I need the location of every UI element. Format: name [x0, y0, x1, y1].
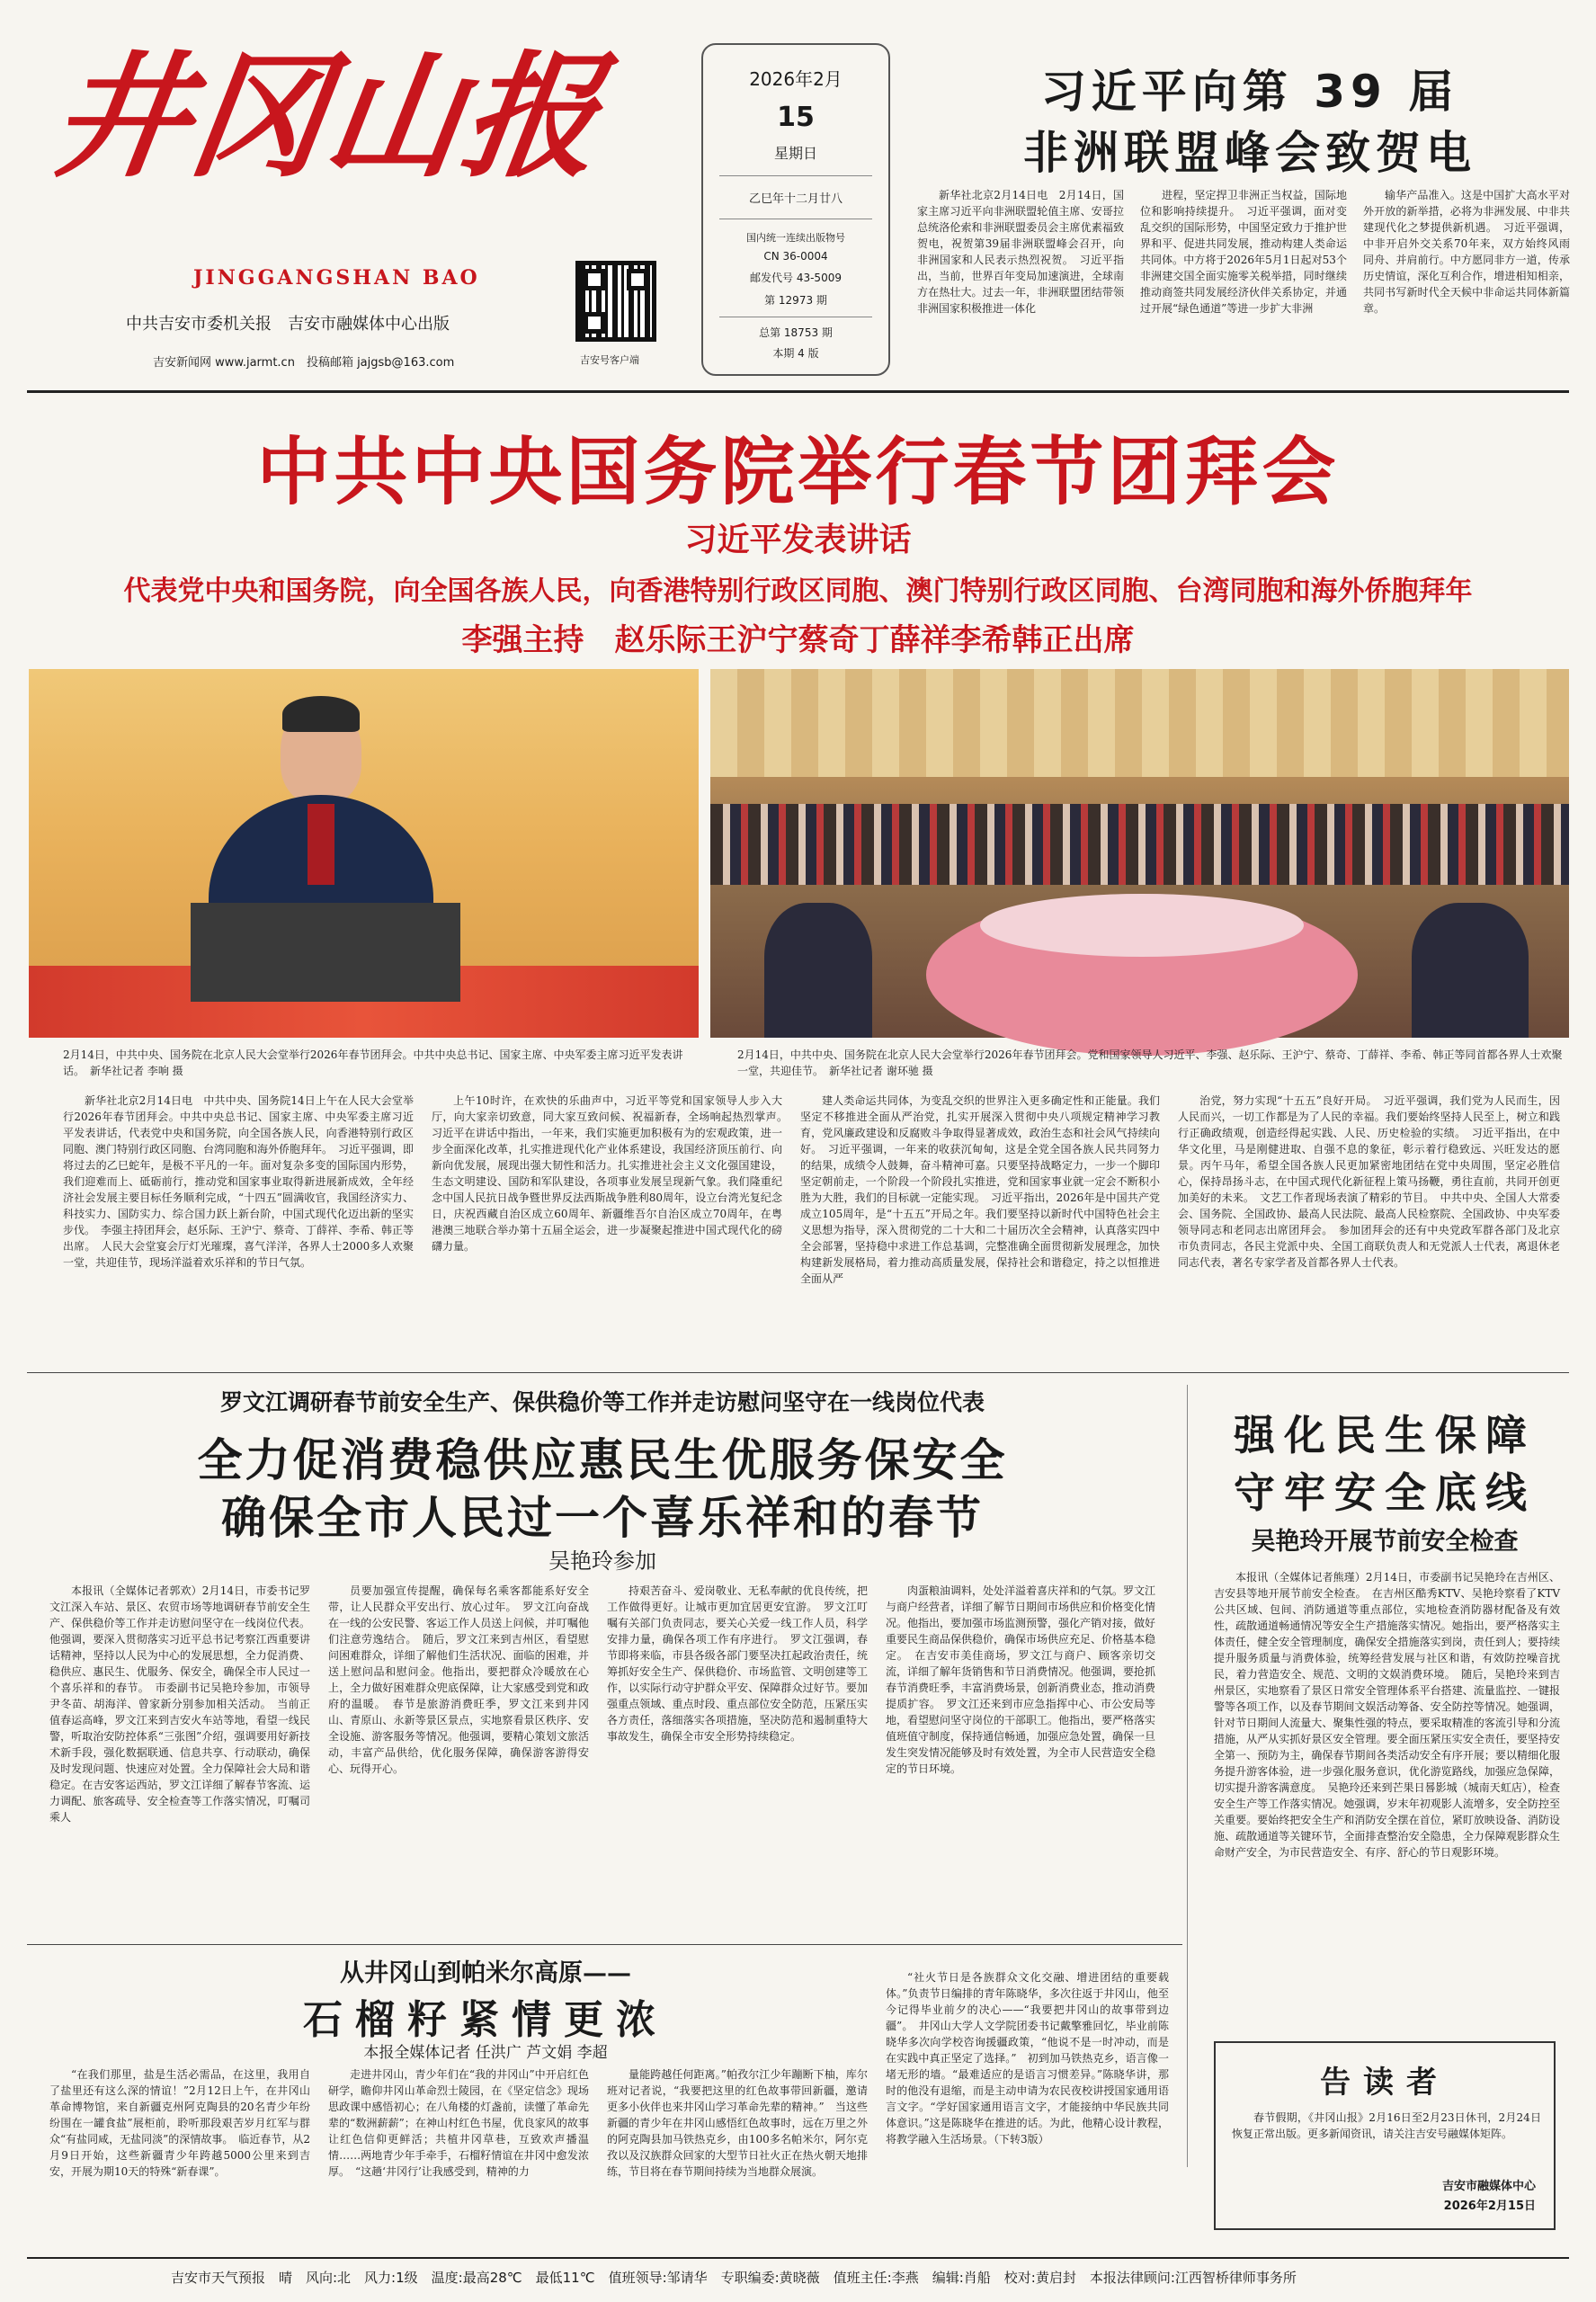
story4-body: 本报讯（全媒体记者熊瑾）2月14日，市委副书记吴艳玲在吉州区、吉安县等地开展节前安全检查。 在吉州区酷秀KTV、吴艳玲察看了KTV公共区域、包间、消防通道等重点部位，实地检查消防器材配备及有效性，疏散通道畅通情况等安全生产措施落实情况。她指出，要严格落实主体责任，健全安全管理制度，确保安全措施落实到岗，责任到人；要持续提升服务质量与消费体验，统筹经营发展与社区和谐，有效防控噪音扰民，着力营造安全、规范、文明的文娱消费环境。 随后，吴艳玲来到吉州景区，实地察看了景区日常安全管理体系平台搭建、流量监控、一键报警等各项工作，以及春节期间文娱活动筹备、安全防控等情况。她强调，针对节日期间人流量大、聚集性强的特点，要采取精准的客流引导和分流措施，从严从实抓好景区安全管理。要全面压紧压实安全责任，要坚持安全第一、预防为主，确保春节期间各类活动安全有序开展；要以精细化服务提升游客体验，进一步强化服务意识，优化游览路线，加强应急保障，切实提升游客满意度。 吴艳玲还来到芒果日晷影城（城南天虹店），检查安全生产等工作落实情况。她强调，岁末年初观影人流增多，安全防控至关重要。要始终把安全生产和消防安全摆在首位，紧盯放映设备、消防设施、疏散通道等关键环节，全面排查整治安全隐患，全力保障观影群众生命财产安全，为市民营造安全、有序、舒心的节日观影环境。	[1214, 1571, 1560, 1859]
masthead-rule	[27, 390, 1569, 393]
dateline-lunar: 乙巳年十二月廿八	[748, 192, 843, 206]
lead-deck-2: 李强主持 赵乐际王沪宁蔡奇丁薛祥李希韩正出席	[461, 622, 1135, 658]
lead-col-1: 新华社北京2月14日电 中共中央、国务院14日上午在人民大会堂举行2026年春节团拜会。中共中央总书记、国家主席、中央军委主席习近平发表讲话，代表党中央和国务院，向全国各族人民，向香港特别行政区同胞、澳门特别行政区同胞、台湾同胞和海外侨胞拜年。 习近平强调，即将过去的乙巳蛇年，是极不平凡的一年。面对复杂多变的国际国内形势，我们迎难而上、砥砺前行，推动党和国家事业取得新进展新成效，全年经济社会发展主要目标任务顺利完成，“十四五”圆满收官，我国经济实力、科技实力、国防实力、综合国力跃上新台阶，中国式现代化迈出新的坚实步伐。 李强主持团拜会，赵乐际、王沪宁、蔡奇、丁薛祥、李希、韩正等出席。 人民大会堂宴会厅灯光璀璨，喜气洋洋，各界人士2000多人欢聚一堂，共迎佳节，现场洋溢着欢乐祥和的节日气氛。	[63, 1094, 415, 1269]
story2-col-3: 持艰苦奋斗、爱岗敬业、无私奉献的优良传统，把工作做得更好。让城市更加宜居更安宜游。 罗文江叮嘱有关部门负责同志，要关心关爱一线工作人员，科学安排力量，确保各项工作有序进行。 罗文江强调，春节即将来临，市县各级各部门要坚决扛起政治责任，统筹抓好安全生产、保供稳价、市场监管、文明创建等工作，以实际行动守护群众平安、保障群众过好节。要加强重点领域、重点时段、重点部位安全防范，压紧压实各方责任，落细落实各项措施，坚决防范和遏制重特大事故发生，确保全市安全形势持续稳定。	[607, 1584, 868, 1743]
lead-col-2: 上午10时许，在欢快的乐曲声中，习近平等党和国家领导人步入大厅，向大家亲切致意，同大家互致问候、祝福新春，全场响起热烈掌声。 习近平在讲话中指出，一年来，我们实施更加积极有为的宏观政策，进一步全面深化改革，扎实推进现代化产业体系建设，我国经济顶压前行、向新向优发展，展现出强大韧性和活力。扎实推进社会主义文化强国建设，生态文明建设、国防和军队建设，各项事业发展呈现新气象。我们隆重纪念中国人民抗日战争暨世界反法西斯战争胜利80周年，设立台湾光复纪念日，庆祝西藏自治区成立60周年、新疆维吾尔自治区成立70周年，在粤港澳三地联合举办第十五届全运会，进一步凝聚起推进中国式现代化的磅礴力量。	[432, 1094, 794, 1253]
masthead-logo	[42, 36, 647, 198]
story3-col-2: 走进井冈山，青少年们在“我的井冈山”中开启红色研学，瞻仰井冈山革命烈士陵园，在《坚定信念》现场思政课中感悟初心；在八角楼的灯盏前，读懂了革命先辈的“数洲薪薪”；在神山村红色书屋，优良家风的故事让红色信仰更鲜活；共植井冈草巷，互致欢声播温情……两地青少年手牵手，石榴籽情谊在井冈中愈发浓厚。 “这趟‘井冈行’让我感受到，精神的力	[328, 2068, 589, 2178]
story3-col-3: 量能跨越任何距离。”帕孜尔江少年蹦断下柚，库尔班对记者说，“我要把这里的红色故事带回新疆，邀请更多小伙伴也来井冈山学习革命先辈的精神。” 当这些新疆的青少年在井冈山感悟红色故事时，远在万里之外的阿克陶县加马铁热克乡，由100多名帕米尔，阿尔克孜以及汉族群众回家的大型节日社火正在热火朝天地排练，节目将在春节期间持续为当地群众展演。	[607, 2068, 868, 2178]
notice-body: 春节假期，《井冈山报》2月16日至2月23日休刊，2月24日恢复正常出版。更多新闻资讯，请关注吉安号融媒体矩阵。	[1232, 2111, 1541, 2140]
dateline-issue: 第 12973 期	[764, 294, 827, 307]
dateline-cn-label: 国内统一连续出版物号	[746, 232, 845, 244]
section-rule-2	[27, 1944, 1182, 1945]
notice-title: 告读者	[1320, 2065, 1449, 2101]
top-story-title-2: 非洲联盟峰会致贺电	[1023, 127, 1476, 179]
masthead-sponsor: 中共吉安市委机关报 吉安市融媒体中心出版	[126, 315, 450, 334]
lead-photo-banquet[interactable]	[710, 669, 1569, 1038]
dateline-cn-number: CN 36-0004	[763, 250, 828, 263]
masthead-pinyin: JINGGANGSHAN BAO	[193, 266, 480, 290]
lead-subtitle: 习近平发表讲话	[684, 522, 912, 558]
story3-byline: 本报全媒体记者 任洪广 芦文娟 李超	[363, 2044, 608, 2062]
notice-date: 2026年2月15日	[1443, 2199, 1536, 2213]
top-story-col-2: 进程，坚定捍卫非洲正当权益，国际地位和影响持续提升。 习近平强调，面对变乱交织的国际形势，中国坚定致力于推护世界和平、促进共同发展，推动构建人类命运共同体。中方将于2026年5月1日起对53个非洲建交国全面实施零关税举措，同时继续推动商签共同发展经济伙伴关系协定，并通过开展“绿色通道”等进一步扩大非洲	[1140, 189, 1347, 315]
dateline-box	[701, 43, 890, 376]
notice-box	[1214, 2041, 1556, 2230]
story2-col-1: 本报讯（全媒体记者郭欢）2月14日，市委书记罗文江深入车站、景区、农贸市场等地调研春节前安全生产、保供稳价等工作并走访慰问坚守在一线岗位代表。他强调，要深入贯彻落实习近平总书记考察江西重要讲话精神，坚持以人民为中心的发展思想，全力促消费、稳供应、惠民生、优服务、保安全，确保全市人民过一个喜乐祥和的春节。 市委副书记吴艳玲参加，市领导尹冬苗、胡海洋、曾家新分别参加相关活动。 当前正值春运高峰，罗文江来到吉安火车站等地，看望一线民警，听取治安防控体系“三张图”介绍，强调要用好新技术新手段，强化数据联通、信息共享、行动联动，确保及时发现问题、快速应对处置。全力保障社会大局和谐稳定。在吉安客运西站，罗文江详细了解春节客流、运力调配、旅客疏导、安全检查等工作落实情况，叮嘱司乘人	[49, 1584, 310, 1824]
story3-col-1: “在我们那里，盐是生活必需品，在这里，我用自了盐里还有这么深的情谊！”2月12日上午，在井冈山革命博物馆，来自新疆克州阿克陶县的20名青少年纷纷围在一罐食盐”展柜前，聆听那段艰苦岁月红军与群众“有盐同咸，无盐同淡”的深情故事。 临近春节，从2月9日开始，这些新疆青少年跨越5000公里来到吉安，开展为期10天的特殊“新春课”。	[49, 2068, 310, 2178]
story4-subtitle: 吴艳玲开展节前安全检查	[1251, 1528, 1519, 1556]
story2-col-2: 员要加强宣传提醒，确保每名乘客都能系好安全带，让人民群众平安出行、放心过年。 罗文江向奋战在一线的公安民警、客运工作人员送上问候，并叮嘱他们注意劳逸结合。 随后，罗文江来到吉州区，看望慰问困难群众，详细了解他们生活状况、面临的困难，并送上慰问品和慰问金。他指出，要把群众冷暖放在心上，全力做好困难群众兜底保障，让大家感受到党和政府的温暖。 春节是旅游消费旺季，罗文江来到井冈山、青原山、永新等景区景点，实地察看景区秩序、安全设施、游客服务等情况。他强调，要精心策划文旅活动，丰富产品供给，优化服务保障，确保游客游得安心、玩得开心。	[328, 1584, 589, 1775]
story2-byline: 吴艳玲参加	[548, 1548, 656, 1574]
top-story-title-1: 习近平向第 39 届	[1040, 66, 1459, 118]
masthead-website: 吉安新闻网 www.jarmt.cn 投稿邮箱 jajgsb@163.com	[153, 356, 455, 370]
dateline-weekday: 星期日	[773, 145, 817, 162]
top-story-col-1: 新华社北京2月14日电 2月14日，国家主席习近平向非洲联盟轮值主席、安哥拉总统洛伦索和非洲联盟委员会主席优素福致贺电，祝贺第39届非洲联盟峰会召开，向非洲国家和人民表示热烈祝贺。 习近平指出，当前，世界百年变局加速演进，全球南方在热壮大。过去一年，非洲联盟团结带领非洲国家积极推进一体化	[917, 189, 1124, 315]
dateline-postal: 邮发代号 43-5009	[750, 272, 842, 284]
lead-col-4: 治党，努力实现“十五五”良好开局。 习近平强调，我们党为人民而生，因人民而兴，一切工作都是为了人民的幸福。我们要始终坚持人民至上，树立和践行正确政绩观，创造经得起实践、人民、历史检验的实绩。 习近平指出，在中华文化里，马是刚健进取、自强不息的象征，彰示着行稳致远、兴旺发达的愿景。丙午马年，希望全国各族人民更加紧密地团结在党中央周围，坚定必胜信心，保持昂扬斗志，在中国式现代化新征程上策马扬鞭，勇往直前，共同开创更加美好的未来。 文艺工作者现场表演了精彩的节目。 中共中央、全国人大常委会、国务院、全国政协、最高人民法院、最高人民检察院、全国政协、中央军委领导同志和老同志出席团拜会。 参加团拜会的还有中央党政军群各部门及北京市负责同志，各民主党派中央、全国工商联负责人和无党派人士代表，离退休老同志代表，著名专家学者及首都各界人士代表。	[1178, 1094, 1560, 1269]
dateline-year-month: 2026年2月	[749, 68, 843, 90]
lead-deck: 代表党中央和国务院，向全国各族人民，向香港特别行政区同胞、澳门特别行政区同胞、台湾同胞和海外侨胞拜年	[123, 576, 1473, 607]
story2-title-1: 全力促消费稳供应惠民生优服务保安全	[197, 1434, 1008, 1486]
story2-title-2: 确保全市人民过一个喜乐祥和的春节	[221, 1492, 984, 1544]
story3-title: 石榴籽紧情更浓	[303, 1997, 668, 2043]
lead-photo-speaker[interactable]	[29, 669, 699, 1038]
notice-signature: 吉安市融媒体中心	[1441, 2180, 1536, 2193]
top-story-col-3: 输华产品准入。这是中国扩大高水平对外开放的新举措，必将为非洲发展、中非共建现代化之梦提供新机遇。 习近平强调，中非开启外交关系70年来，双方始终风雨同舟、并肩前行。中方愿同非方一道，传承历史情谊，深化互利合作，增进相知相亲，共同书写新时代全天候中非命运共同体新篇章。	[1363, 189, 1570, 315]
story3-kicker: 从井冈山到帕米尔高原——	[340, 1959, 631, 1987]
qr-caption: 吉安号客户端	[580, 354, 639, 366]
qr-code[interactable]	[575, 261, 656, 342]
story-divider	[1187, 1385, 1188, 2167]
footer-info: 吉安市天气预报 晴 风向:北 风力:1级 温度:最高28℃ 最低11℃ 值班领导:邹请华 专职编委:黄晓薇 值班主任:李燕 编辑:肖船 校对:黄启封 本报法律顾问:江西智桥律师事务所	[171, 2270, 1297, 2286]
footer-rule	[27, 2257, 1569, 2259]
lead-photo-banquet-caption: 2月14日，中共中央、国务院在北京人民大会堂举行2026年春节团拜会。党和国家领导人习近平、李强、赵乐际、王沪宁、蔡奇、丁薛祥、李希、韩正等同首都各界人士欢聚一堂，共迎佳节。 新华社记者 谢环驰 摄	[737, 1048, 1563, 1077]
story4-title-1: 强化民生保障	[1234, 1411, 1536, 1459]
story2-kicker: 罗文江调研春节前安全生产、保供稳价等工作并走访慰问坚守在一线岗位代表	[219, 1389, 985, 1415]
dateline-total: 总第 18753 期	[759, 326, 833, 339]
story3-col-4: “社火节日是各族群众文化交融、增进团结的重要载体。”负责节日编排的青年陈晓华，多次往返于井冈山，他至今记得毕业前夕的决心——“我要把井冈山的故事带到边疆”。 井冈山大学人文学院团委书记戴擎雅回忆，毕业前陈晓华多次向学校咨询援疆政策，“他说不是一时冲动，而是在实践中真正坚定了选择。” 初到加马铁热克乡，语言像一堵无形的墙。“最难适应的是语言习惯差异。”陈晓华讲，那时的他没有退缩，而是主动申请为农民夜校讲授国家通用语言文字。“学好国家通用语言文字，才能接纳中华民族共同体意识。”这是陈晓华在推进的话。为此，他精心设计教程，将教学融入生活场景。（下转3版）	[886, 1971, 1169, 2146]
masthead-logo-text: 井冈山报	[42, 38, 612, 196]
section-rule-1	[27, 1372, 1569, 1373]
story2-col-4: 肉蛋粮油调料，处处洋溢着喜庆祥和的气氛。罗文江与商户经营者，详细了解节日期间市场供应和价格变化情况。他指出，要加强市场监测预警，强化产销对接，做好重要民生商品保供稳价，确保市场供应充足、价格基本稳定。 在吉安市美佳商场，罗文江与商户、顾客亲切交流，详细了解年货销售和节日消费情况。他强调，要抢抓春节消费旺季，丰富消费场景，创新消费业态，推动消费提质扩容。 罗文江还来到市应急指挥中心、市公安局等地，看望慰问坚守岗位的干部职工。他指出，要严格落实值班值守制度，保持通信畅通，加强应急处置，确保一旦发生突发情况能够及时有效处置，为全市人民营造安全稳定的节日环境。	[886, 1584, 1156, 1775]
story4-title-2: 守牢安全底线	[1234, 1468, 1536, 1517]
lead-title: 中共中央国务院举行春节团拜会	[256, 430, 1340, 515]
dateline-day: 15	[777, 102, 815, 133]
dateline-pages: 本期 4 版	[772, 347, 819, 360]
lead-col-3: 建人类命运共同体，为变乱交织的世界注入更多确定性和正能量。我们坚定不移推进全面从严治党，扎实开展深入贯彻中央八项规定精神学习教育，党风廉政建设和反腐败斗争取得显著成效，政治生态和社会风气持续向好。 习近平强调，一年来的收获沉甸甸，这是全党全国各族人民共同努力的结果，成绩令人鼓舞，奋斗精神可嘉。只要坚持战略定力，一步一个脚印坚定朝前走，一个阶段一个阶段扎实推进，党和国家事业就一定会不断积小胜为大胜，我们的目标就一定能实现。 习近平指出，2026年是中国共产党成立105周年，是“十五五”开局之年。我们要坚持以新时代中国特色社会主义思想为指导，深入贯彻党的二十大和二十届历次全会精神，认真落实四中全会部署，坚持稳中求进工作总基调，完整准确全面贯彻新发展理念，加快构建新发展格局，着力推动高质量发展，保持社会和谐稳定，持之以恒推进全面从严	[800, 1094, 1160, 1285]
lead-photo-speaker-caption: 2月14日，中共中央、国务院在北京人民大会堂举行2026年春节团拜会。中共中央总书记、国家主席、中央军委主席习近平发表讲话。 新华社记者 李响 摄	[63, 1048, 683, 1077]
